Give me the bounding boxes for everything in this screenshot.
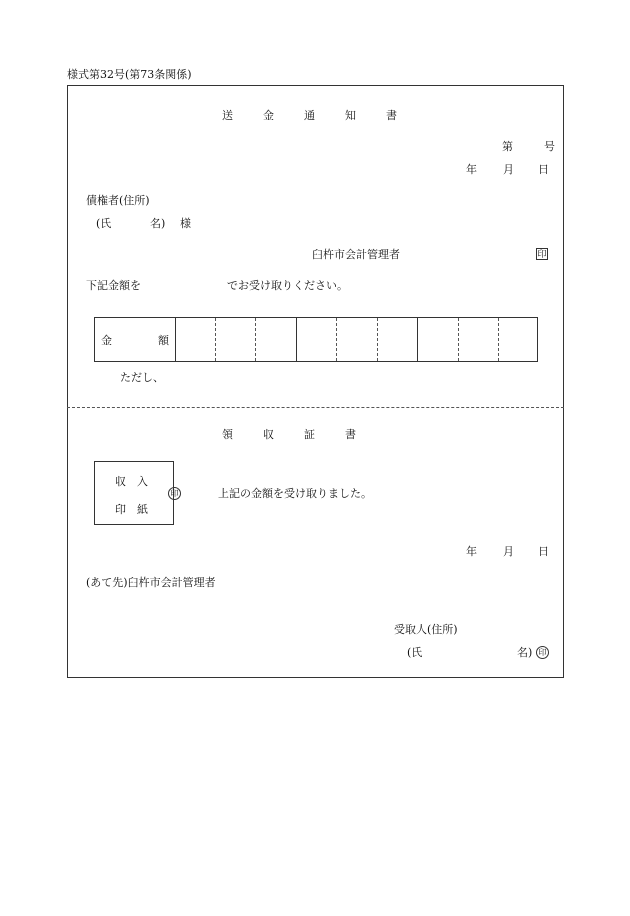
issuer-seal-icon: 印 (537, 250, 547, 260)
recipient-name-close: 名) (517, 646, 533, 659)
notice-date-year: 年 (466, 163, 477, 176)
stamp-label-line1: 収 入 (115, 475, 148, 488)
receipt-statement: 上記の金額を受け取りました。 (218, 487, 372, 500)
receipt-addressee: (あて先)臼杵市会計管理者 (86, 576, 216, 589)
recipient-name-open: (氏 (407, 646, 423, 659)
amount-table (94, 317, 538, 362)
notice-number-label: 第 号 (502, 140, 558, 153)
creditor-name-open: (氏 (96, 217, 112, 230)
instruction-prefix: 下記金額を (86, 279, 141, 292)
stamp-label-line2: 印 紙 (115, 503, 148, 516)
notice-date-month: 月 (503, 163, 514, 176)
issuer-name: 臼杵市会計管理者 (312, 248, 400, 261)
digit-divider (336, 318, 337, 361)
digit-group-divider (417, 318, 418, 361)
digit-divider (215, 318, 216, 361)
digit-divider (498, 318, 499, 361)
receipt-date-day: 日 (538, 545, 549, 558)
digit-divider (458, 318, 459, 361)
form-label: 様式第32号(第73条関係) (67, 68, 192, 81)
digit-group-divider (296, 318, 297, 361)
revenue-stamp-box (94, 461, 174, 525)
instruction-suffix: でお受け取りください。 (227, 279, 348, 292)
creditor-name-close: 名) (150, 217, 166, 230)
stamp-seal-icon: 印 (168, 487, 181, 500)
notice-title: 送金通知書 (222, 109, 427, 122)
creditor-address-label: 債権者(住所) (86, 194, 150, 207)
proviso-note: ただし、 (120, 371, 164, 384)
amount-label-2: 額 (158, 334, 169, 347)
receipt-date-year: 年 (466, 545, 477, 558)
notice-date-day: 日 (538, 163, 549, 176)
digit-divider (377, 318, 378, 361)
receipt-title: 領収証書 (222, 428, 386, 441)
cut-line (67, 407, 564, 408)
amount-label-1: 金 (101, 334, 112, 347)
amount-divider (175, 318, 176, 361)
receipt-date-month: 月 (503, 545, 514, 558)
recipient-address-label: 受取人(住所) (394, 623, 458, 636)
recipient-seal-icon: 印 (536, 646, 549, 659)
digit-divider (255, 318, 256, 361)
creditor-honorific: 様 (180, 217, 191, 230)
